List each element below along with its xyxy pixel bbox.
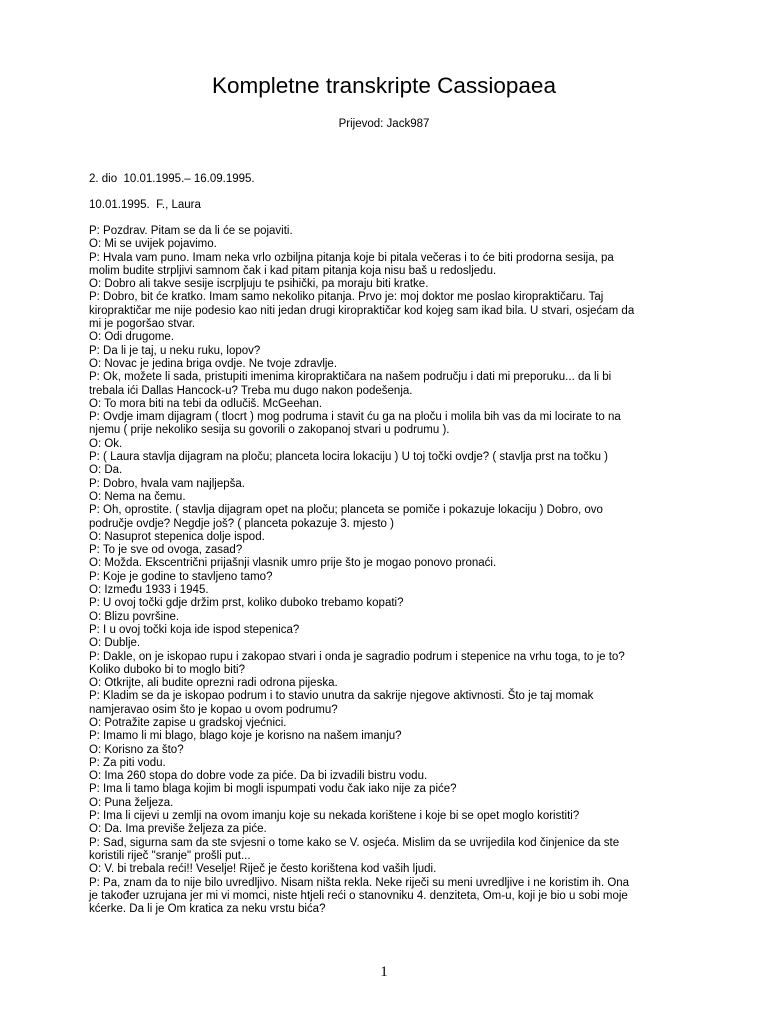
transcript-line: P: Dakle, on je iskopao rupu i zakopao stvari i onda je sagradio podrum i stepenice na vrhu toga, to je to? [89,650,625,663]
transcript-line: O: Ok. [89,437,123,450]
transcript-line: P: To je sve od ovoga, zasad? [89,544,243,557]
transcript-line: njemu ( prije nekoliko sesija su govorili o zakopanoj stvari u podrumu ). [89,424,450,437]
part-heading: 2. dio 10.01.1995.– 16.09.1995. [89,173,255,185]
transcript-line: područje ovdje? Negdje još? ( planceta pokazuje 3. mjesto ) [89,517,394,530]
transcript-line: O: V. bi trebala reći!! Veselje! Riječ je često korištena kod vaših ljudi. [89,863,437,876]
transcript-line: kiropraktičar me nije podesio kao niti jedan drugi kiropraktičar kod kojeg sam ikad bila. U stvari, osjećam da [89,304,635,317]
transcript-line: O: Dobro ali takve sesije iscrpljuju te psihički, pa moraju biti kratke. [89,278,429,291]
transcript-line: O: Da. Ima previše željeza za piće. [89,823,267,836]
transcript-line: P: ( Laura stavlja dijagram na ploču; planceta locira lokaciju ) U toj točki ovdje? ( stavlja prst na točku ) [89,451,609,464]
transcript-line: P: Ima li cijevi u zemlji na ovom imanju koje su nekada korištene i koje bi se opet moglo koristiti? [89,810,580,823]
transcript-line: O: Puna željeza. [89,796,174,809]
document-title: Kompletne transkripte Cassiopaea [212,73,556,98]
transcript-line: O: To mora biti na tebi da odlučiš. McGeehan. [89,397,323,410]
transcript-line: O: Novac je jedina briga ovdje. Ne tvoje zdravlje. [89,357,338,370]
transcript-line: P: I u ovoj točki koja ide ispod stepenica? [89,623,300,636]
transcript-line: Koliko duboko bi to moglo biti? [89,663,245,676]
transcript-line: P: Pozdrav. Pitam se da li će se pojaviti. [89,225,293,237]
transcript-line: O: Možda. Ekscentrični prijašnji vlasnik umro prije što je mogao ponovo pronaći. [89,557,497,570]
transcript-line: P: Sad, sigurna sam da ste svjesni o tome kako se V. osjeća. Mislim da se uvrijedila kod činjenice da ste [89,836,620,849]
transcript-line: O: Nasuprot stepenica dolje ispod. [89,530,265,543]
transcript-line: O: Odi drugome. [89,331,175,344]
transcript-line: P: Ima li tamo blaga kojim bi mogli ispumpati vodu čak iako nije za piće? [89,783,457,796]
transcript-line: P: Imamo li mi blago, blago koje je korisno na našem imanju? [89,730,402,743]
transcript-line: O: Ima 260 stopa do dobre vode za piće. Da bi izvadili bistru vodu. [89,770,428,783]
transcript-line: P: Hvala vam puno. Imam neka vrlo ozbiljna pitanja koje bi pitala večeras i to će biti prodorna sesija, pa [89,251,614,264]
transcript-line: P: Koje je godine to stavljeno tamo? [89,570,273,583]
transcript-line: P: Pa, znam da to nije bilo uvredljivo. Nisam ništa rekla. Neke riječi su meni uvredljive i ne koristim ih. Ona [89,876,630,889]
transcript-line: O: Blizu površine. [89,610,180,623]
transcript-line: je također uzrujana jer mi vi momci, niste htjeli reći o stanovniku 4. denziteta, Om-u, koji je bio u sobi moje [89,889,628,902]
translator-credit: Prijevod: Jack987 [338,118,430,130]
transcript-line: O: Potražite zapise u gradskoj vjećnici. [89,716,287,729]
transcript-line: O: Otkrijte, ali budite oprezni radi odrona pijeska. [89,677,338,690]
transcript-line: molim budite strpljivi samnom čak i kad pitam pitanja koja nisu baš u redosljedu. [89,264,497,277]
transcript-line: O: Dublje. [89,637,141,650]
transcript-line: O: Korisno za što? [89,743,184,756]
transcript-line: kćerke. Da li je Om kratica za neku vrstu bića? [89,903,326,916]
transcript-line: O: Nema na čemu. [89,490,186,503]
transcript-line: P: Ok, možete li sada, pristupiti imenima kiropraktičara na našem području i dati mi preporuku... da li bi [89,371,612,384]
transcript-line: P: Da li je taj, u neku ruku, lopov? [89,344,261,357]
transcript-line: trebala ići Dallas Hancock-u? Treba mu dugo nakon podešenja. [89,384,413,397]
transcript-line: P: Kladim se da je iskopao podrum i to stavio unutra da sakrije njegove aktivnosti. Što je taj momak [89,690,594,703]
transcript-line: P: U ovoj točki gdje držim prst, koliko duboko trebamo kopati? [89,597,404,610]
page-number: 1 [380,964,388,980]
session-date: 10.01.1995. F., Laura [89,199,201,211]
transcript-line: P: Dobro, hvala vam najljepša. [89,477,245,490]
transcript-line: P: Dobro, bit će kratko. Imam samo nekoliko pitanja. Prvo je: moj doktor me poslao kiropraktičaru. Taj [89,291,604,304]
transcript-line: O: Mi se uvijek pojavimo. [89,238,217,251]
transcript-line: mi je pogoršao stvar. [89,318,196,331]
transcript-line: namjeravao osim što je kopao u ovom podrumu? [89,703,338,716]
transcript-body [89,225,709,916]
transcript-line: O: Između 1933 i 1945. [89,584,209,597]
transcript-line: O: Da. [89,464,123,477]
transcript-line: P: Za piti vodu. [89,756,166,769]
transcript-line: P: Oh, oprostite. ( stavlja dijagram opet na ploču; planceta se pomiče i pokazuje lokaciju ) Dobro, ovo [89,504,603,517]
transcript-line: koristili riječ "sranje" prošli put... [89,849,251,862]
transcript-line: P: Ovdje imam dijagram ( tlocrt ) mog podruma i stavit ću ga na ploču i molila bih vas da mi locirate to na [89,411,621,424]
